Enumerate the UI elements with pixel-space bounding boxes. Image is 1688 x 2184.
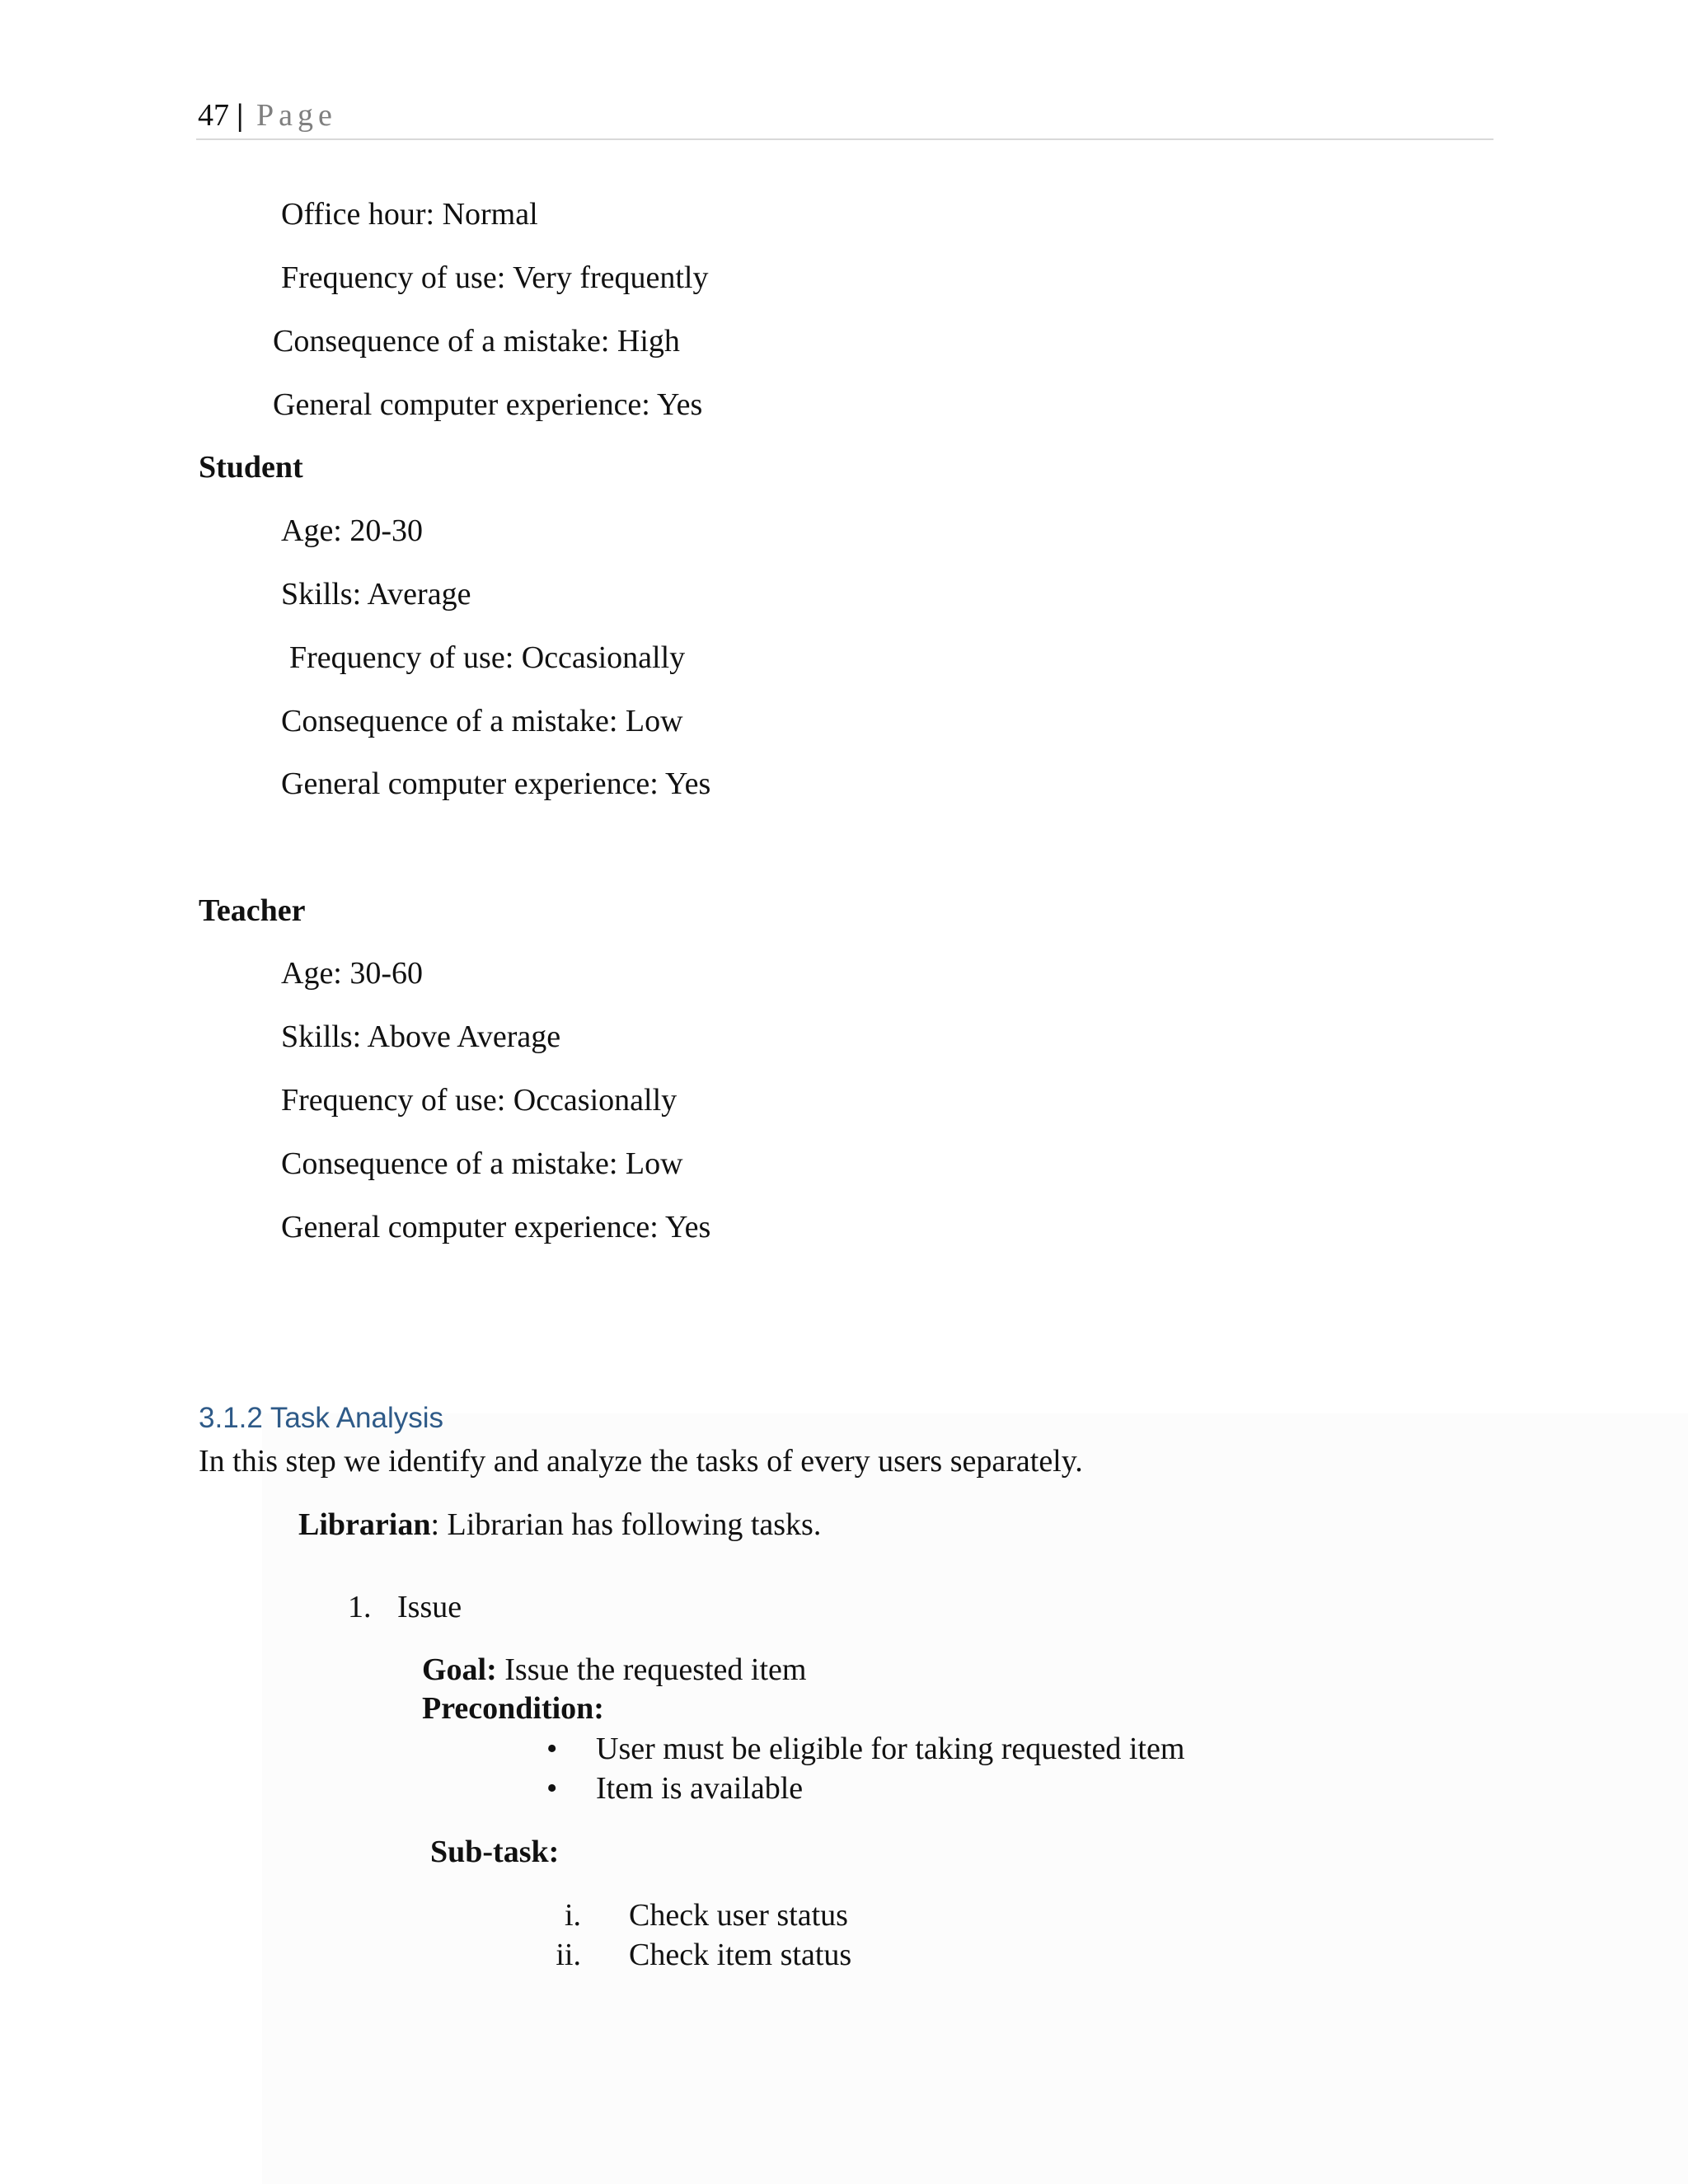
student-attribute: Skills: Average <box>281 577 471 612</box>
student-attribute: Age: 20-30 <box>281 513 424 548</box>
subtask-number: ii. <box>556 1938 581 1972</box>
librarian-line <box>298 1507 821 1543</box>
intro-paragraph: In this step we identify and analyze the tasks of every users separately. <box>199 1444 1083 1479</box>
section-heading: 3.1.2 Task Analysis <box>199 1402 444 1434</box>
precondition-item: User must be eligible for taking requested item <box>596 1732 1185 1766</box>
teacher-attribute: Age: 30-60 <box>281 956 424 991</box>
teacher-attribute: Consequence of a mistake: Low <box>281 1146 683 1181</box>
student-attribute: Consequence of a mistake: Low <box>281 704 683 738</box>
page-word: Page <box>256 98 337 133</box>
teacher-attribute: Skills: Above Average <box>281 1019 561 1054</box>
header-rule <box>196 138 1493 140</box>
goal-text: Issue the requested item <box>496 1652 807 1687</box>
precondition-label: Precondition: <box>422 1691 604 1726</box>
task-name: Issue <box>397 1590 462 1624</box>
attribute-line: General computer experience: Yes <box>273 387 703 422</box>
subtask-item: Check item status <box>629 1938 852 1972</box>
subtask-item: Check user status <box>629 1898 848 1933</box>
subtask-label: Sub-task: <box>430 1835 560 1869</box>
goal-label: Goal: <box>422 1652 497 1687</box>
bullet-icon: • <box>546 1771 558 1806</box>
goal-line <box>422 1652 806 1688</box>
student-heading: Student <box>199 450 303 485</box>
bullet-icon: • <box>546 1732 558 1766</box>
subtask-number: i. <box>564 1898 581 1933</box>
page-number: 47 <box>198 98 229 133</box>
librarian-label: Librarian <box>298 1507 431 1542</box>
precondition-item: Item is available <box>596 1771 804 1806</box>
student-attribute: General computer experience: Yes <box>281 766 711 801</box>
header-separator: | <box>237 98 244 133</box>
teacher-attribute: General computer experience: Yes <box>281 1210 711 1244</box>
teacher-attribute: Frequency of use: Occasionally <box>281 1083 678 1118</box>
teacher-heading: Teacher <box>199 893 306 928</box>
attribute-line: Consequence of a mistake: High <box>273 324 680 359</box>
student-attribute: Frequency of use: Occasionally <box>289 640 686 675</box>
task-number: 1. <box>348 1590 372 1624</box>
librarian-text: : Librarian has following tasks. <box>430 1507 822 1542</box>
attribute-line: Frequency of use: Very frequently <box>281 260 709 295</box>
attribute-line: Office hour: Normal <box>281 197 538 232</box>
